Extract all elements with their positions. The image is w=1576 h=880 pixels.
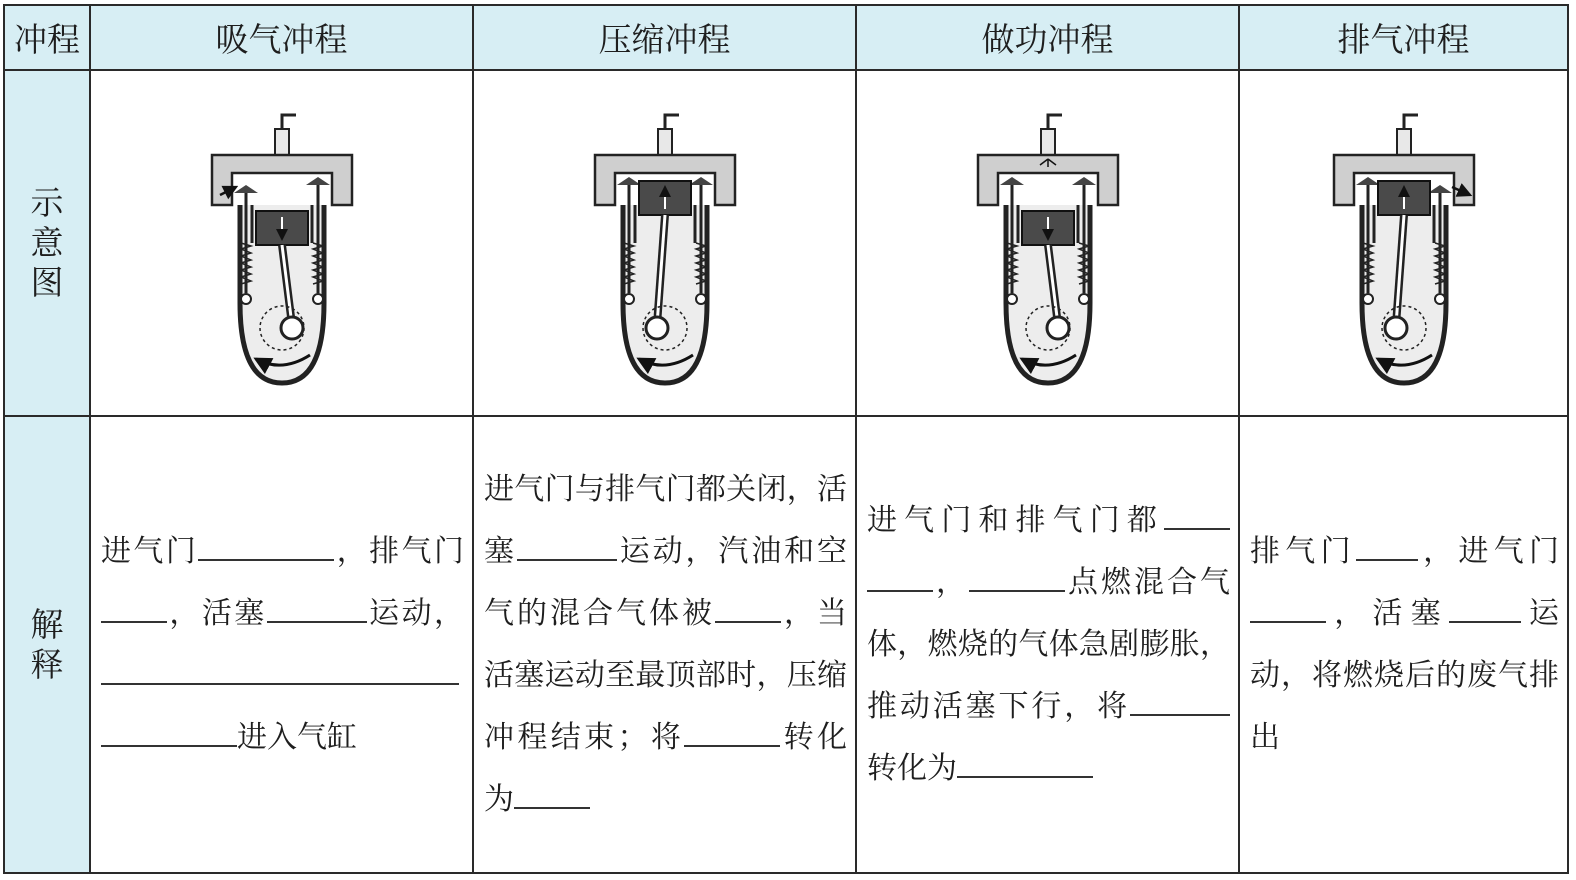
- valve-head: [689, 177, 713, 185]
- explain-text: 运动，: [366, 595, 465, 631]
- cam: [1079, 294, 1089, 304]
- cylinder-head: [212, 155, 352, 205]
- answer-blank[interactable]: [867, 560, 933, 592]
- explain-text: 运动，汽油和空气的混合气体被: [484, 533, 847, 631]
- cam: [1363, 294, 1373, 304]
- valve-head: [1072, 177, 1096, 185]
- answer-blank[interactable]: [1250, 591, 1326, 623]
- col-header-exhaust: 排气冲程: [1239, 5, 1568, 70]
- crankpin: [1385, 317, 1407, 339]
- answer-blank[interactable]: [514, 777, 590, 809]
- valve-head: [1428, 185, 1452, 193]
- answer-blank[interactable]: [1449, 591, 1521, 623]
- answer-blank[interactable]: [517, 529, 617, 561]
- explain-row-label-text: 解释: [30, 604, 64, 684]
- explain-cell-exhaust: [1239, 416, 1568, 873]
- valve-head: [1000, 177, 1024, 185]
- explain-text: 进气门和排气门都: [867, 502, 1164, 538]
- explain-text: 运动，将燃烧后的废气排出: [1250, 595, 1560, 755]
- crankpin: [1047, 317, 1069, 339]
- engine-exhaust-diagram-icon: [1304, 93, 1504, 393]
- engine-power-diagram-icon: [948, 93, 1148, 393]
- header-row: [4, 5, 1568, 70]
- explain-text: 排气门: [1250, 533, 1356, 569]
- explain-text: 进入气缸: [237, 719, 357, 755]
- explain-text: ，: [933, 564, 969, 600]
- spark-plug: [1041, 129, 1055, 157]
- diagram-cell-compression: [473, 70, 856, 416]
- diagram-row-label: [4, 70, 90, 416]
- valve-head: [1356, 177, 1380, 185]
- explain-text: ，排气门: [334, 533, 465, 569]
- diagram-cell-intake: [90, 70, 473, 416]
- cam: [313, 294, 323, 304]
- answer-blank[interactable]: [957, 746, 1093, 778]
- explain-cell-intake: [90, 416, 473, 873]
- answer-blank[interactable]: [101, 715, 237, 747]
- explain-text: 进气门与排气门都关闭，活塞: [484, 471, 847, 569]
- spark-plug: [275, 129, 289, 157]
- answer-blank[interactable]: [684, 715, 780, 747]
- cam: [624, 294, 634, 304]
- col-header-compression: 压缩冲程: [473, 5, 856, 70]
- answer-blank[interactable]: [101, 653, 459, 685]
- answer-blank[interactable]: [715, 591, 781, 623]
- explain-text: ，活塞: [1326, 595, 1449, 631]
- diagram-row: [4, 70, 1568, 416]
- answer-blank[interactable]: [1164, 498, 1230, 530]
- engine-intake-diagram-icon: [182, 93, 382, 393]
- answer-blank[interactable]: [1356, 529, 1418, 561]
- diagram-cell-power: [856, 70, 1239, 416]
- answer-blank[interactable]: [267, 591, 367, 623]
- spark-plug: [658, 129, 672, 157]
- diagram-row-label-text: 示意图: [30, 183, 64, 302]
- explain-text: ，活塞: [167, 595, 267, 631]
- corner-label: 冲程: [4, 5, 90, 70]
- explain-text: ，当活塞运动至最顶部时，压缩冲程结束；将: [484, 595, 847, 755]
- answer-blank[interactable]: [969, 560, 1065, 592]
- crankpin: [281, 317, 303, 339]
- explain-text: 转化为: [484, 719, 847, 817]
- cam: [241, 294, 251, 304]
- cam: [1007, 294, 1017, 304]
- explain-text: 进气门: [101, 533, 199, 569]
- crankpin: [646, 317, 668, 339]
- explain-row-label: [4, 416, 90, 873]
- answer-blank[interactable]: [198, 529, 334, 561]
- four-stroke-table: [3, 4, 1569, 874]
- cam: [1435, 294, 1445, 304]
- col-header-power: 做功冲程: [856, 5, 1239, 70]
- answer-blank[interactable]: [101, 591, 167, 623]
- explain-cell-compression: [473, 416, 856, 873]
- col-header-intake: 吸气冲程: [90, 5, 473, 70]
- explain-cell-power: [856, 416, 1239, 873]
- engine-compression-diagram-icon: [565, 93, 765, 393]
- diagram-cell-exhaust: [1239, 70, 1568, 416]
- valve-head: [306, 177, 330, 185]
- spark-plug: [1397, 129, 1411, 157]
- explain-text: ，进气门: [1417, 533, 1560, 569]
- cam: [696, 294, 706, 304]
- explain-text: 转化为: [867, 750, 957, 786]
- valve-head: [234, 185, 258, 193]
- explanation-row: [4, 416, 1568, 873]
- valve-head: [617, 177, 641, 185]
- explain-text: 点燃混合气体，燃烧的气体急剧膨胀，推动活塞下行，将: [867, 564, 1230, 724]
- answer-blank[interactable]: [1130, 684, 1230, 716]
